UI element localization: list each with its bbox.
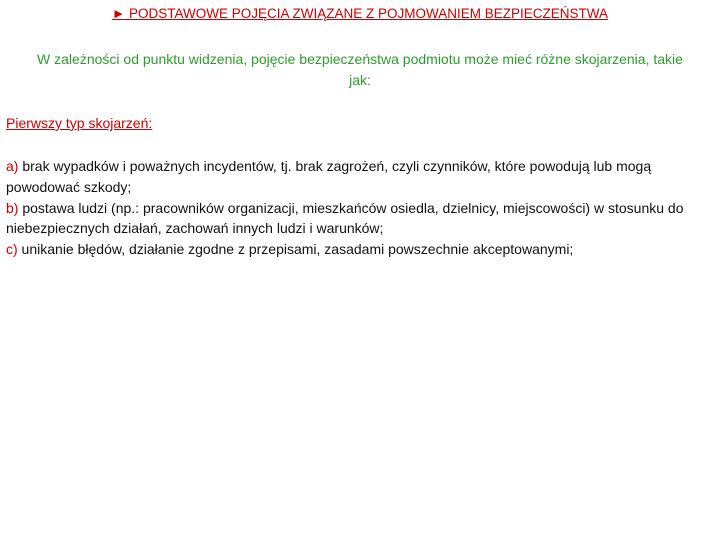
list-item (6, 198, 718, 240)
item-text: brak wypadków i poważnych incydentów, tj. brak zagrożeń, czyli czynników, które powodują lub mogą powodować szkody; (6, 158, 652, 195)
intro-paragraph: W zależności od punktu widzenia, pojęcie bezpieczeństwa podmiotu może mieć różne skojarzenia, takie jak: (37, 51, 683, 88)
item-marker: a) (6, 158, 19, 174)
item-list (6, 156, 718, 260)
item-text: unikanie błędów, działanie zgodne z przepisami, zasadami powszechnie akceptowanymi; (17, 241, 574, 258)
list-item (6, 156, 718, 198)
slide-title: ► PODSTAWOWE POJĘCIA ZWIĄZANE Z POJMOWANIEM BEZPIECZEŃSTWA (111, 6, 609, 21)
item-marker: c) (6, 241, 18, 258)
section-heading: Pierwszy typ skojarzeń: (6, 115, 153, 131)
item-text: postawa ludzi (np.: pracowników organizacji, mieszkańców osiedla, dzielnicy, miejscowości) w stosunku do niebezpiecznych działań, zachowań innych ludzi i warunków; (6, 199, 684, 237)
list-item (6, 239, 718, 260)
item-marker: b) (6, 199, 19, 216)
